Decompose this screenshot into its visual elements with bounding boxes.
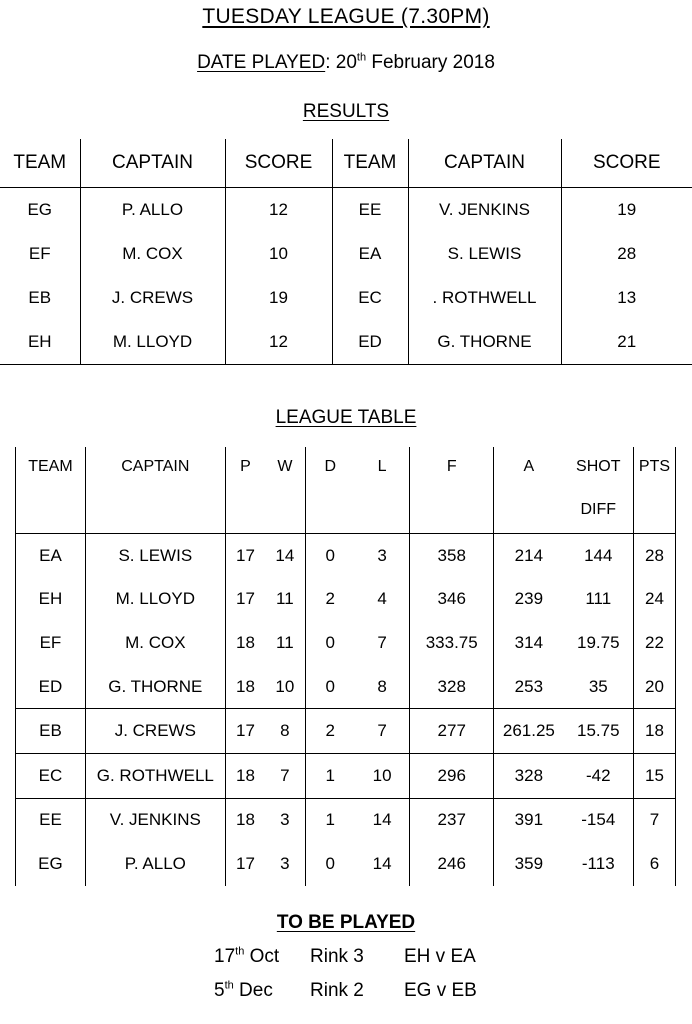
league-col-points: PTS [633, 447, 675, 487]
results-heading: RESULTS [302, 101, 390, 122]
table-row [16, 842, 676, 886]
league-col-captain: CAPTAIN [85, 447, 225, 487]
league-col-against: A [494, 447, 564, 487]
league-cell: 144 [584, 545, 613, 565]
results-cell: 21 [561, 320, 692, 365]
date-separator: : [325, 52, 336, 73]
league-cell: 6 [633, 842, 675, 886]
date-played-line [0, 52, 692, 74]
fixture-day-suffix: th [224, 979, 234, 992]
table-row [16, 578, 676, 622]
results-col-captain-1: CAPTAIN [80, 139, 225, 188]
league-cell: P. ALLO [85, 842, 225, 886]
league-cell: 7 [633, 798, 675, 842]
results-cell: M. LLOYD [80, 320, 225, 365]
fixture-2-match: EG v EB [404, 980, 477, 1001]
league-cell: 277 [410, 709, 494, 754]
league-cell: EE [16, 798, 86, 842]
results-cell: J. CREWS [80, 276, 225, 320]
league-col-shot-diff-line2: DIFF [564, 487, 634, 534]
league-cell: ED [16, 665, 86, 709]
results-col-team-1: TEAM [0, 139, 80, 188]
league-cell: 296 [410, 753, 494, 798]
league-cell: 346 [410, 578, 494, 622]
results-cell: 28 [561, 232, 692, 276]
results-cell: V. JENKINS [408, 188, 561, 233]
league-cell: J. CREWS [85, 709, 225, 754]
league-col-for: F [410, 447, 494, 487]
table-row [16, 798, 676, 842]
results-col-team-2: TEAM [332, 139, 408, 188]
results-cell: 12 [225, 188, 332, 233]
league-cell: 3 [280, 853, 290, 873]
league-cell: 359 [494, 842, 564, 886]
results-cell: EC [332, 276, 408, 320]
league-cell: 14 [355, 798, 410, 842]
results-cell: . ROTHWELL [408, 276, 561, 320]
league-cell: 0 [305, 842, 355, 886]
league-cell: 19.75 [577, 632, 620, 652]
league-cell: 18 [225, 798, 265, 842]
league-col-played: P [225, 447, 265, 487]
results-col-score-2: SCORE [561, 139, 692, 188]
league-cell: 328 [410, 665, 494, 709]
league-cell: EB [16, 709, 86, 754]
league-cell: 3 [377, 545, 387, 565]
league-cell: 14 [372, 853, 392, 873]
results-cell: 10 [225, 232, 332, 276]
league-cell: EG [16, 842, 86, 886]
league-cell: 17 [225, 842, 265, 886]
league-cell: 391 [494, 798, 564, 842]
league-cell: S. LEWIS [85, 534, 225, 578]
league-cell: 17 [225, 534, 265, 578]
table-row [0, 320, 692, 365]
results-cell: EG [27, 200, 53, 219]
results-col-score-1: SCORE [225, 139, 332, 188]
league-cell: 28 [633, 534, 675, 578]
league-col-team: TEAM [16, 447, 86, 487]
league-cell: 0 [305, 621, 355, 665]
fixture-month: Oct [244, 946, 280, 967]
results-cell: ED [332, 320, 408, 365]
results-cell: 13 [561, 276, 692, 320]
fixture-1-match: EH v EA [404, 946, 476, 967]
league-cell: 333.75 [410, 621, 494, 665]
league-cell: 4 [377, 589, 387, 609]
results-cell: EA [332, 232, 408, 276]
league-cell: EF [16, 621, 86, 665]
league-cell: 10 [355, 753, 410, 798]
league-cell: -42 [564, 753, 634, 798]
league-cell: 22 [633, 621, 675, 665]
league-col-lost: L [377, 458, 387, 475]
results-cell: EH [0, 320, 80, 365]
league-cell: 7 [265, 753, 305, 798]
league-cell: 11 [276, 632, 294, 652]
league-cell: 2 [305, 578, 355, 622]
table-row [16, 709, 676, 754]
fixture-day-suffix: th [235, 945, 245, 958]
league-cell: V. JENKINS [85, 798, 225, 842]
league-table-heading: LEAGUE TABLE [275, 407, 417, 428]
league-cell: 1 [305, 798, 355, 842]
fixture-1-rink: Rink 3 [310, 946, 364, 967]
league-col-drawn: D [305, 447, 355, 487]
results-cell: EE [332, 188, 408, 233]
league-cell: 18 [633, 709, 675, 754]
league-cell: M. LLOYD [85, 578, 225, 622]
league-header-row-2 [16, 487, 676, 534]
results-cell: S. LEWIS [408, 232, 561, 276]
league-cell: 358 [410, 534, 494, 578]
date-day-suffix: th [356, 51, 367, 64]
league-cell: 18 [225, 621, 265, 665]
league-cell: 17 [225, 709, 265, 754]
fixture-2-rink: Rink 2 [310, 980, 364, 1001]
league-cell: 24 [633, 578, 675, 622]
league-cell: 8 [377, 676, 387, 696]
results-cell: 12 [225, 320, 332, 365]
league-cell: 1 [305, 753, 355, 798]
league-cell: 0 [305, 534, 355, 578]
league-cell: 15 [633, 753, 675, 798]
league-cell: M. COX [85, 621, 225, 665]
league-cell: 246 [410, 842, 494, 886]
league-cell: 239 [494, 578, 564, 622]
results-cell: EB [28, 288, 52, 307]
results-cell: 19 [561, 188, 692, 233]
date-played-label: DATE PLAYED [197, 52, 326, 73]
league-cell: EC [16, 753, 86, 798]
date-day: 20 [335, 52, 357, 73]
league-cell: -154 [564, 798, 634, 842]
league-header-row [16, 447, 676, 487]
league-cell: 214 [494, 534, 564, 578]
league-cell: G. ROTHWELL [85, 753, 225, 798]
fixture-day: 5 [214, 980, 225, 1001]
league-cell: 18 [225, 753, 265, 798]
league-cell: G. THORNE [85, 665, 225, 709]
league-cell: 237 [410, 798, 494, 842]
league-cell: 328 [494, 753, 564, 798]
league-cell: 20 [633, 665, 675, 709]
league-cell: 35 [588, 676, 608, 696]
results-cell: EF [28, 244, 51, 263]
fixture-day: 17 [214, 946, 236, 967]
results-cell: G. THORNE [408, 320, 561, 365]
results-cell: P. ALLO [80, 188, 225, 233]
results-header-row [0, 139, 692, 188]
league-col-shot-diff: SHOT [576, 458, 621, 475]
league-cell: EH [16, 578, 86, 622]
league-cell: 10 [275, 676, 295, 696]
league-table [15, 447, 676, 886]
league-cell: 261.25 [494, 709, 564, 754]
table-row [0, 232, 692, 276]
fixture-1-date [214, 946, 279, 968]
results-table [0, 139, 692, 365]
league-cell: 2 [305, 709, 355, 754]
table-row [16, 753, 676, 798]
table-row [16, 621, 676, 665]
league-cell: 8 [265, 709, 305, 754]
league-cell: 253 [494, 665, 564, 709]
league-cell: 11 [276, 589, 294, 609]
league-cell: 314 [494, 621, 564, 665]
league-cell: 14 [275, 545, 295, 565]
league-cell: 15.75 [564, 709, 634, 754]
results-col-captain-2: CAPTAIN [408, 139, 561, 188]
table-row [16, 534, 676, 578]
page-title: TUESDAY LEAGUE (7.30PM) [202, 5, 490, 28]
league-cell: 18 [225, 665, 265, 709]
table-row [0, 276, 692, 320]
league-cell: 7 [377, 632, 387, 652]
table-row [0, 188, 692, 233]
league-cell: EA [16, 534, 86, 578]
league-cell: -113 [581, 853, 615, 873]
to-be-played-heading: TO BE PLAYED [276, 912, 416, 933]
date-rest: February 2018 [366, 52, 495, 73]
league-cell: 7 [355, 709, 410, 754]
fixture-month: Dec [233, 980, 273, 1001]
fixture-2-date [214, 980, 273, 1002]
league-cell: 3 [265, 798, 305, 842]
results-cell: M. COX [80, 232, 225, 276]
league-cell: 17 [225, 578, 265, 622]
results-cell: 19 [225, 276, 332, 320]
league-cell: 111 [585, 589, 612, 609]
league-col-won: W [277, 458, 293, 475]
league-cell: 0 [305, 665, 355, 709]
table-row [16, 665, 676, 709]
